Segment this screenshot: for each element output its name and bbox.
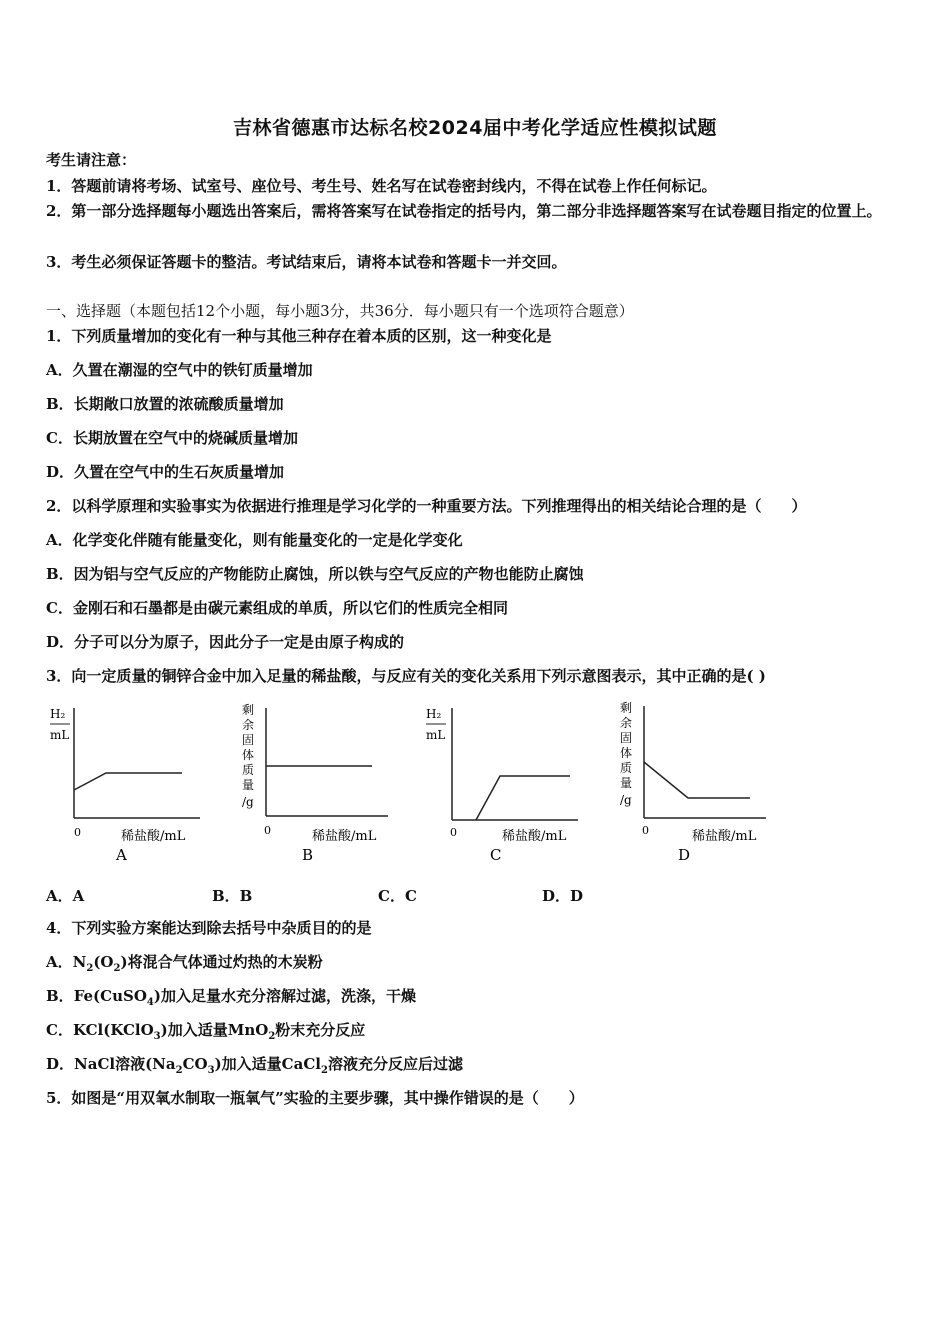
option-label: B． xyxy=(46,987,74,1005)
formula-subscript: 3 xyxy=(207,1065,215,1076)
graph-c-xlabel: 稀盐酸/mL xyxy=(502,829,567,844)
graph-a-xlabel: 稀盐酸/mL xyxy=(121,829,186,844)
q4-option-a xyxy=(46,952,323,979)
q4-option-d xyxy=(46,1054,463,1081)
q1-option-d: D．久置在空气中的生石灰质量增加 xyxy=(46,463,285,481)
graph-d-origin: 0 xyxy=(642,824,649,837)
q3-graph-d xyxy=(616,700,806,870)
q3-option-a: A．A xyxy=(46,887,85,905)
graph-a-svg xyxy=(44,700,234,870)
q1-stem: 1．下列质量增加的变化有一种与其他三种存在着本质的区别，这一种变化是 xyxy=(46,327,552,345)
formula-subscript: 2 xyxy=(320,1065,328,1076)
option-text: )加入足量水充分溶解过滤，洗涤，干燥 xyxy=(153,987,416,1005)
option-text: NaCl溶液(Na xyxy=(74,1055,176,1073)
option-text: 粉末充分反应 xyxy=(275,1021,366,1039)
graph-d-ylabel-top: 剩余固体质量 xyxy=(620,701,633,790)
q2-option-a: A．化学变化伴随有能量变化，则有能量变化的一定是化学变化 xyxy=(46,531,463,549)
q1-option-b: B．长期敞口放置的浓硫酸质量增加 xyxy=(46,395,284,413)
option-text: )加入适量MnO xyxy=(160,1021,269,1039)
formula-subscript: 2 xyxy=(113,963,121,974)
formula-subscript: 4 xyxy=(146,997,154,1008)
graph-b-letter: B xyxy=(302,846,314,864)
graph-c-origin: 0 xyxy=(450,826,457,839)
formula-subscript: 2 xyxy=(175,1065,183,1076)
graph-d-letter: D xyxy=(678,846,691,864)
graph-c-ylabel-bottom: mL xyxy=(426,728,446,742)
q1-option-c: C．长期放置在空气中的烧碱质量增加 xyxy=(46,429,298,447)
formula-subscript: 2 xyxy=(86,963,94,974)
graph-d-curve xyxy=(644,762,750,798)
graph-a-letter: A xyxy=(116,846,127,864)
graph-a-ylabel-top: H₂ xyxy=(50,707,66,721)
q3-graph-b xyxy=(238,700,428,870)
graph-d-svg xyxy=(616,700,806,870)
q2-stem: 2．以科学原理和实验事实为依据进行推理是学习化学的一种重要方法。下列推理得出的相关结论合理的是（ ） xyxy=(46,497,807,515)
graph-d-xlabel: 稀盐酸/mL xyxy=(692,829,757,844)
q3-option-d: D．D xyxy=(542,887,584,905)
q4-option-b xyxy=(46,986,416,1013)
q3-option-b: B．B xyxy=(212,887,253,905)
option-text: (O xyxy=(93,953,114,971)
option-text: Fe(CuSO xyxy=(73,987,147,1005)
q2-option-c: C．金刚石和石墨都是由碳元素组成的单质，所以它们的性质完全相同 xyxy=(46,599,508,617)
graph-c-letter: C xyxy=(490,846,502,864)
option-text: KCl(KClO xyxy=(72,1021,154,1039)
notice-item: 2．第一部分选择题每小题选出答案后，需将答案写在试卷指定的括号内，第二部分非选择题答案写在试卷题目指定的位置上。 xyxy=(46,202,882,220)
option-text: N xyxy=(72,953,87,971)
q4-stem: 4．下列实验方案能达到除去括号中杂质目的的是 xyxy=(46,919,372,937)
q3-option-c: C．C xyxy=(378,887,417,905)
option-text: )将混合气体通过灼热的木炭粉 xyxy=(120,953,323,971)
option-text: 溶液充分反应后过滤 xyxy=(327,1055,463,1073)
graph-b-svg xyxy=(238,700,428,870)
q2-option-d: D．分子可以分为原子，因此分子一定是由原子构成的 xyxy=(46,633,405,651)
graph-b-origin: 0 xyxy=(264,824,271,837)
section-heading: 一、选择题（本题包括12个小题，每小题3分，共36分．每小题只有一个选项符合题意） xyxy=(46,302,634,320)
q5-stem: 5．如图是“用双氧水制取一瓶氧气”实验的主要步骤，其中操作错误的是（ ） xyxy=(46,1089,584,1107)
graph-b-xlabel: 稀盐酸/mL xyxy=(312,829,377,844)
graph-c-curve xyxy=(476,776,570,820)
option-label: D． xyxy=(46,1055,75,1073)
formula-subscript: 3 xyxy=(153,1031,161,1042)
q3-graph-c xyxy=(424,700,614,870)
notice-item: 1．答题前请将考场、试室号、座位号、考生号、姓名写在试卷密封线内，不得在试卷上作任何标记。 xyxy=(46,177,717,195)
graph-d-ylabel-bottom: /g xyxy=(620,793,632,807)
graph-a-origin: 0 xyxy=(74,826,81,839)
page-title: 吉林省德惠市达标名校2024届中考化学适应性模拟试题 xyxy=(233,117,717,139)
q4-option-c xyxy=(46,1020,365,1047)
graph-a-ylabel-bottom: mL xyxy=(50,728,70,742)
q1-option-a: A．久置在潮湿的空气中的铁钉质量增加 xyxy=(46,361,313,379)
option-label: A． xyxy=(46,953,73,971)
option-text: )加入适量CaCl xyxy=(214,1055,321,1073)
option-text: CO xyxy=(182,1055,208,1073)
graph-a-curve xyxy=(74,773,182,790)
formula-subscript: 2 xyxy=(268,1031,276,1042)
graph-b-ylabel-bottom: /g xyxy=(242,795,254,809)
option-label: C． xyxy=(46,1021,73,1039)
graph-b-ylabel-top: 剩余固体质量 xyxy=(242,703,255,792)
notice-heading: 考生请注意： xyxy=(46,151,137,169)
q2-option-b: B．因为铝与空气反应的产物能防止腐蚀，所以铁与空气反应的产物也能防止腐蚀 xyxy=(46,565,584,583)
graph-c-ylabel-top: H₂ xyxy=(426,707,442,721)
q3-graph-a xyxy=(44,700,234,870)
notice-item: 3．考生必须保证答题卡的整洁。考试结束后，请将本试卷和答题卡一并交回。 xyxy=(46,253,567,271)
graph-c-svg xyxy=(424,700,614,870)
q3-stem: 3．向一定质量的铜锌合金中加入足量的稀盐酸，与反应有关的变化关系用下列示意图表示，其中正确的是( ) xyxy=(46,667,766,685)
